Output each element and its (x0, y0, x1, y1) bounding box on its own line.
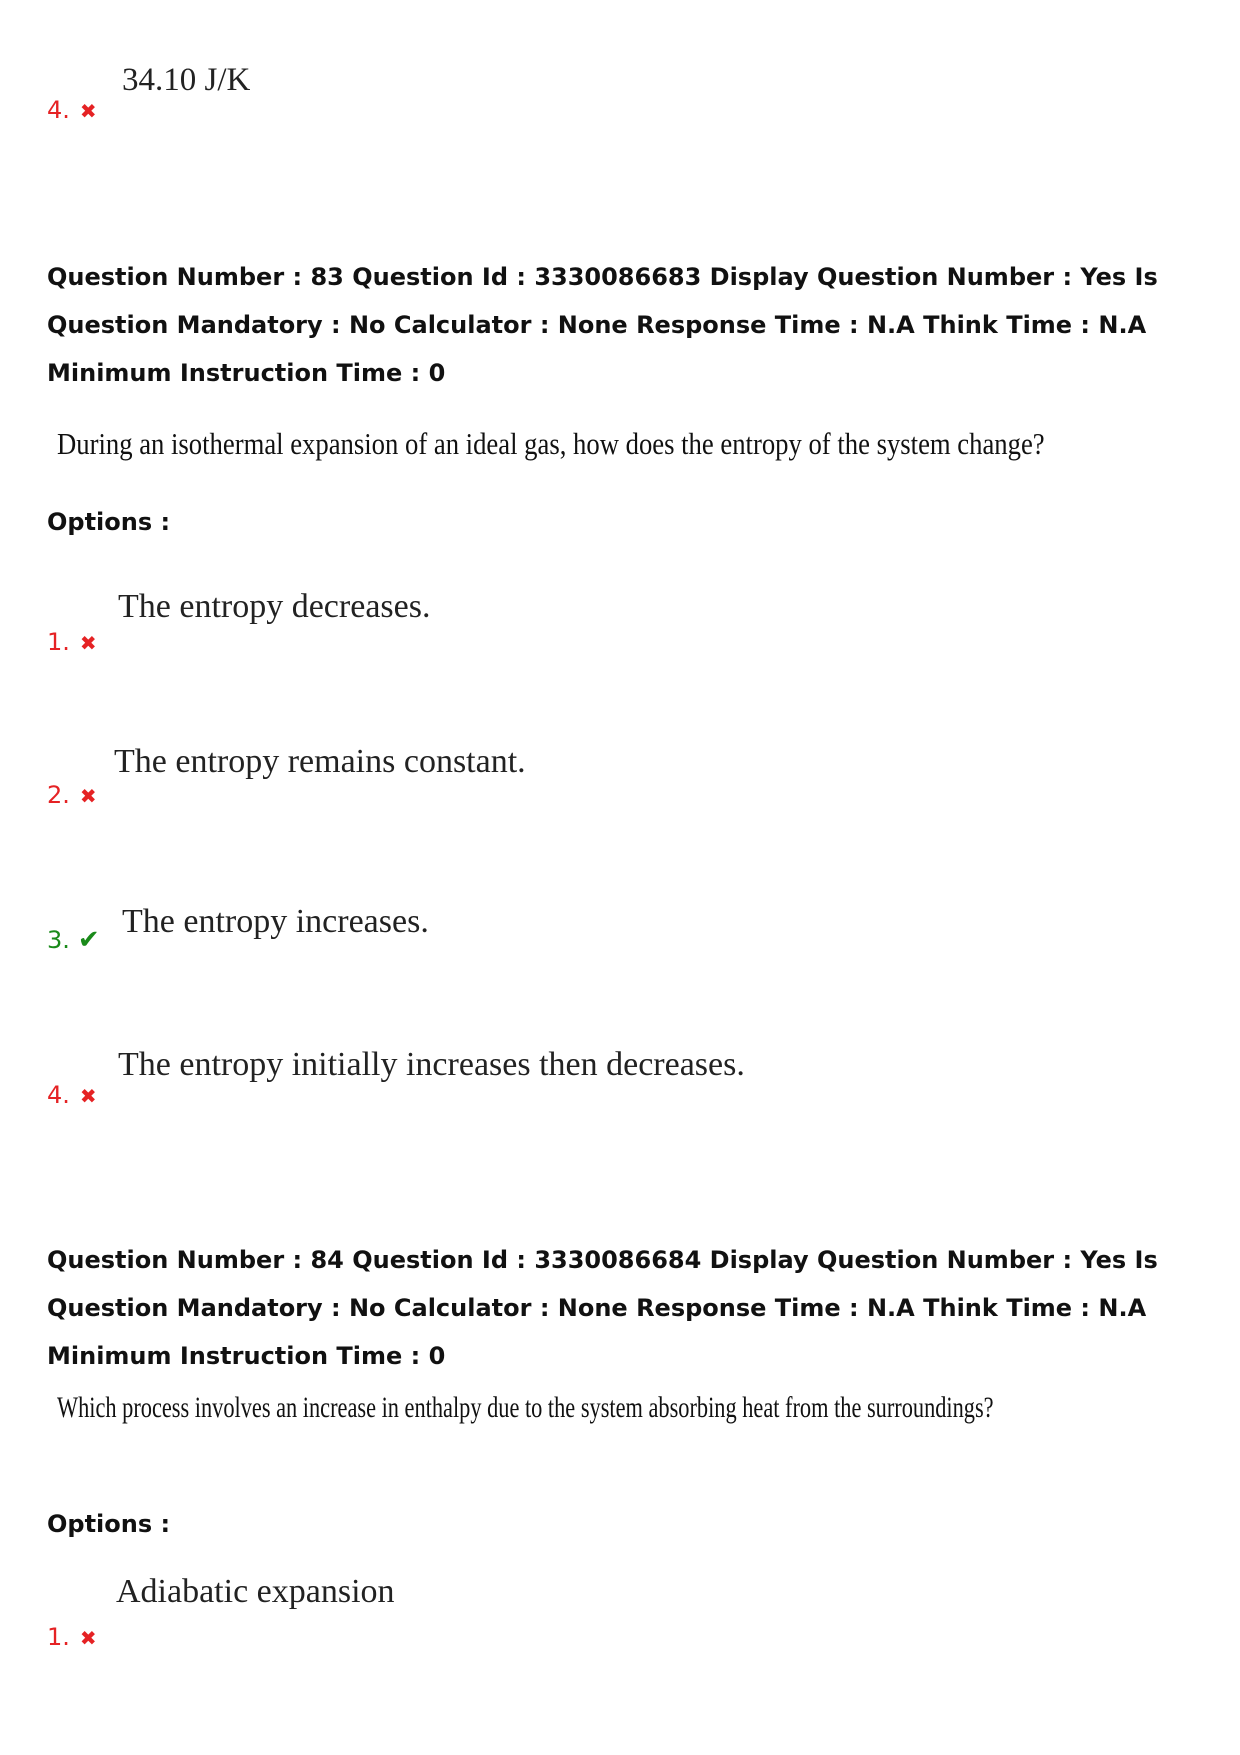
option-text: The entropy initially increases then decreases. (118, 1046, 745, 1083)
option-text: Adiabatic expansion (116, 1573, 395, 1610)
question-text: During an isothermal expansion of an ideal gas, how does the entropy of the system change? (57, 426, 1045, 461)
check-mark-icon: ✔ (77, 925, 100, 955)
option-number: 1. (47, 1623, 70, 1651)
question-meta: Question Number : 84 Question Id : 3330086684 Display Question Number : Yes Is Question Mandatory : No Calculator : None Response Time : N.A Think Time : N.A Minimum Instruction Time : 0 (47, 1246, 1158, 1370)
option-number: 4. (47, 96, 70, 124)
option-text: The entropy remains constant. (114, 743, 526, 780)
option-number: 4. (47, 1081, 70, 1109)
cross-mark-icon: ✖ (79, 99, 97, 123)
option-text: The entropy decreases. (118, 588, 431, 625)
option-text: The entropy increases. (122, 903, 429, 940)
option-text: 34.10 J/K (122, 62, 251, 98)
option-marker (47, 98, 97, 122)
option-marker (47, 1625, 97, 1649)
options-label: Options : (47, 1510, 171, 1538)
option-number: 1. (47, 628, 70, 656)
cross-mark-icon: ✖ (79, 784, 97, 808)
option-number: 3. (47, 926, 70, 954)
cross-mark-icon: ✖ (79, 1084, 97, 1108)
option-marker (47, 783, 97, 807)
option-marker (47, 630, 97, 654)
cross-mark-icon: ✖ (79, 1626, 97, 1650)
option-marker (47, 1083, 97, 1107)
option-number: 2. (47, 781, 70, 809)
cross-mark-icon: ✖ (79, 631, 97, 655)
option-marker (47, 927, 100, 953)
question-meta: Question Number : 83 Question Id : 3330086683 Display Question Number : Yes Is Question Mandatory : No Calculator : None Response Time : N.A Think Time : N.A Minimum Instruction Time : 0 (47, 263, 1158, 387)
options-label: Options : (47, 508, 171, 536)
question-text: Which process involves an increase in enthalpy due to the system absorbing heat from the surroundings? (57, 1391, 994, 1424)
